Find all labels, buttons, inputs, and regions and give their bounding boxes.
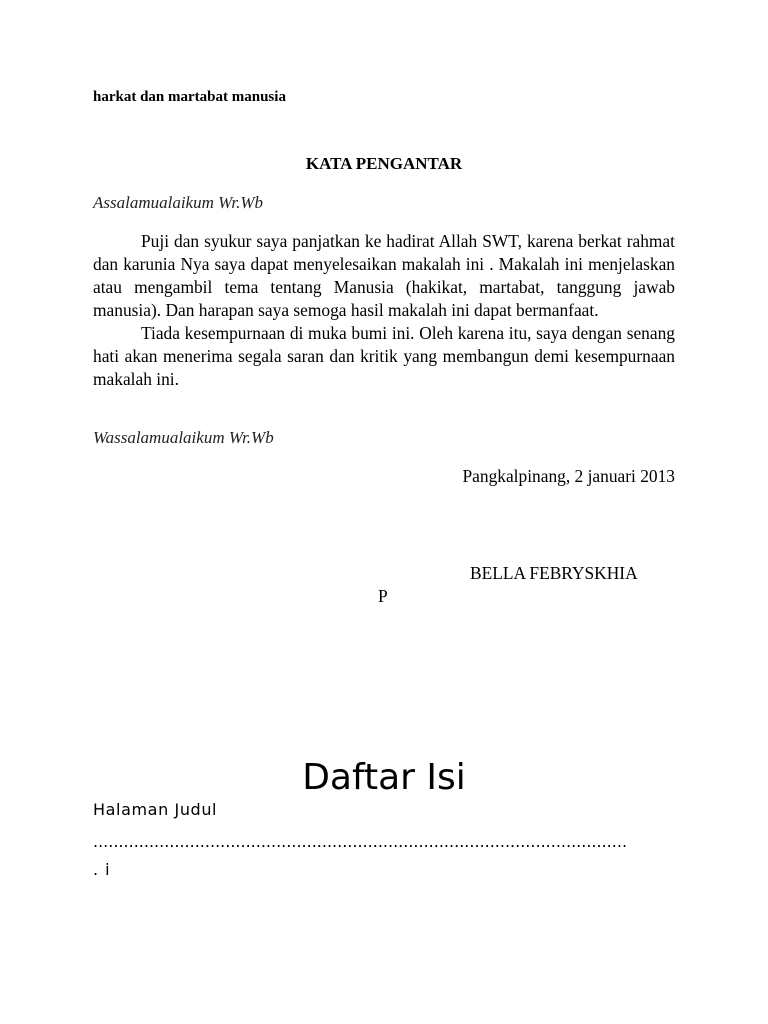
signer-name: BELLA FEBRYSKHIA [470,563,638,583]
toc-entry-page: . i [93,860,111,879]
page-title: KATA PENGANTAR [305,154,463,173]
paragraph: Tiada kesempurnaan di muka bumi ini. Oleh karena itu, saya dengan senang hati akan menerima segala saran dan kritik yang membangun demi kesempurnaan makalah ini. [93,323,675,389]
toc-title: Daftar Isi [302,757,466,798]
header-line: harkat dan martabat manusia [93,89,286,105]
paragraph: Puji dan syukur saya panjatkan ke hadirat Allah SWT, karena berkat rahmat dan karunia Nya saya dapat menyelesaikan makalah ini . Makalah ini menjelaskan atau mengambil tema tentang Manusia (hakikat, martabat, tanggung jawab manusia). Dan harapan saya semoga hasil makalah ini dapat bermanfaat. [93,231,675,320]
preface-body [93,230,675,391]
closing-greeting: Wassalamualaikum Wr.Wb [93,428,274,447]
opening-greeting: Assalamualaikum Wr.Wb [93,193,263,212]
toc-entry-label: Halaman Judul [93,800,218,819]
place-date: Pangkalpinang, 2 januari 2013 [462,466,675,486]
p-mark: P [378,586,388,606]
toc-entry-dots: ......................................................................................................... [93,832,628,851]
